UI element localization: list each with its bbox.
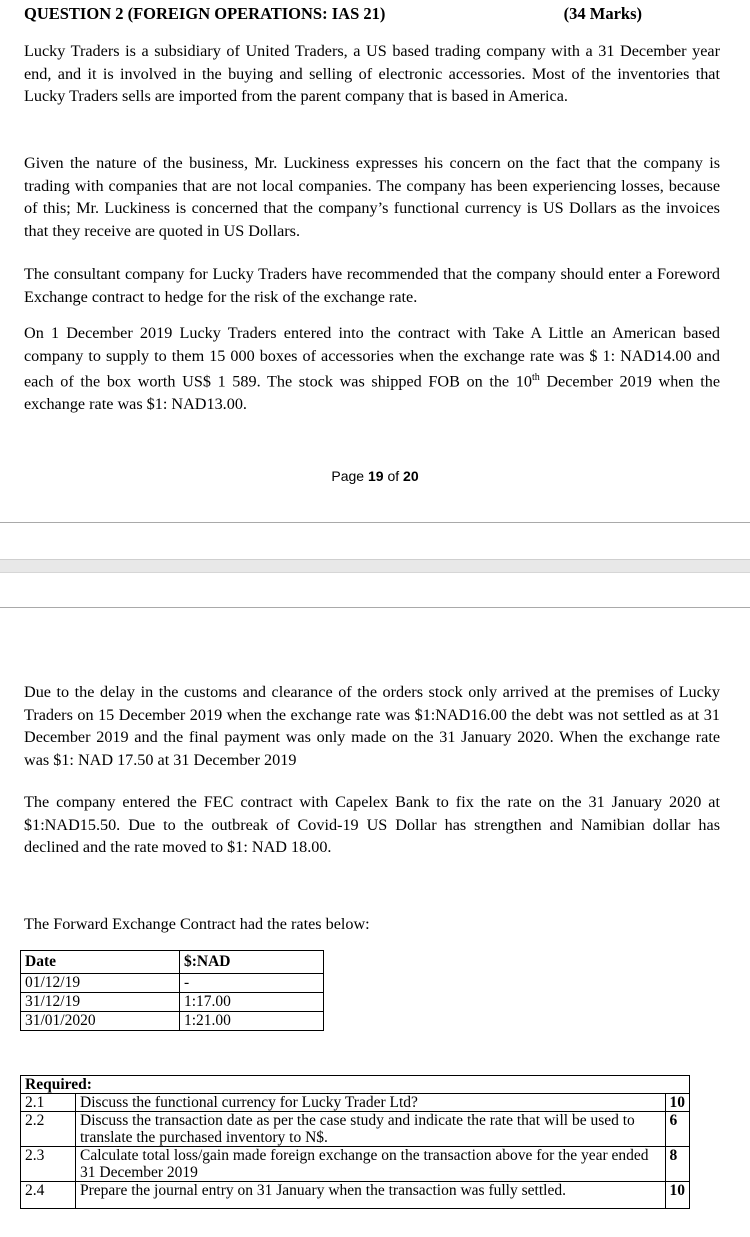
page-of: of	[383, 468, 404, 484]
paragraph-recommendation: The consultant company for Lucky Traders have recommended that the company should enter a Foreword Exchange contract to hedge for the risk of the exchange rate.	[24, 265, 720, 306]
table-row	[21, 1112, 690, 1147]
table-header-row	[21, 951, 324, 974]
contract-text-end: December 2019 when the exchange rate was $1: NAD13.00.	[24, 372, 721, 413]
page-label: Page	[331, 468, 368, 484]
question-marks: 6	[665, 1112, 690, 1147]
question-heading	[24, 4, 726, 26]
required-heading: Required:	[21, 1076, 690, 1094]
paragraph-delay: Due to the delay in the customs and clearance of the orders stock only arrived at the premises of Lucky Traders on 15 December 2019 when the exchange rate was $1:NAD16.00 the debt was not settled as at 31 December 2019 and the final payment was only made on the 31 January 2020. When the exchange rate was $1: NAD 17.50 at 31 December 2019	[24, 683, 720, 769]
question-title: QUESTION 2 (FOREIGN OPERATIONS: IAS 21)	[24, 4, 386, 23]
column-header-date: Date	[21, 951, 180, 974]
question-text: Prepare the journal entry on 31 January when the transaction was fully settled.	[76, 1182, 666, 1209]
table-row	[21, 1094, 690, 1112]
question-marks: 8	[665, 1147, 690, 1182]
paragraph-contract	[24, 322, 720, 415]
page-number	[0, 468, 750, 484]
cell-rate: -	[180, 974, 324, 993]
paragraph-fec-intro: The Forward Exchange Contract had the rates below:	[24, 915, 370, 933]
column-header-rate: $:NAD	[180, 951, 324, 974]
contract-text: On 1 December 2019 Lucky Traders entered into the contract with Take A Little an American based company to supply to them 15 000 boxes of accessories when the exchange rate was $ 1: NAD14.00 and each of the box worth US$ 1 589. The stock was shipped FOB on the 10	[24, 324, 720, 391]
table-row	[21, 1182, 690, 1209]
ordinal-suffix: th	[531, 372, 540, 383]
table-row	[21, 1012, 324, 1031]
page-break	[0, 522, 750, 608]
paragraph-background: Lucky Traders is a subsidiary of United Traders, a US based trading company with a 31 December year end, and it is involved in the buying and selling of electronic accessories. Most of the inventories that Lucky Traders sells are imported from the parent company that is based in America.	[24, 42, 720, 105]
question-number: 2.3	[21, 1147, 76, 1182]
required-table	[20, 1075, 690, 1209]
cell-date: 31/01/2020	[21, 1012, 180, 1031]
question-marks: 10	[665, 1094, 690, 1112]
cell-date: 01/12/19	[21, 974, 180, 993]
required-header-row	[21, 1076, 690, 1094]
table-row	[21, 993, 324, 1012]
page-separator	[0, 559, 750, 573]
question-marks: 10	[665, 1182, 690, 1209]
question-text: Discuss the transaction date as per the case study and indicate the rate that will be used to translate the purchased inventory to N$.	[76, 1112, 666, 1147]
table-row	[21, 1147, 690, 1182]
cell-rate: 1:21.00	[180, 1012, 324, 1031]
page-current: 19	[367, 468, 384, 484]
question-number: 2.1	[21, 1094, 76, 1112]
total-marks: (34 Marks)	[563, 4, 642, 23]
paragraph-concern: Given the nature of the business, Mr. Luckiness expresses his concern on the fact that the company is trading with companies that are not local companies. The company has been experiencing losses, because of this; Mr. Luckiness is concerned that the company’s functional currency is US Dollars as the invoices that they receive are quoted in US Dollars.	[24, 154, 720, 240]
question-number: 2.4	[21, 1182, 76, 1209]
question-number: 2.2	[21, 1112, 76, 1147]
question-text: Discuss the functional currency for Lucky Trader Ltd?	[76, 1094, 666, 1112]
cell-rate: 1:17.00	[180, 993, 324, 1012]
fec-rates-table	[20, 950, 324, 1031]
table-row	[21, 974, 324, 993]
paragraph-fec: The company entered the FEC contract with Capelex Bank to fix the rate on the 31 January 2020 at $1:NAD15.50. Due to the outbreak of Covid-19 US Dollar has strengthen and Namibian dollar has declined and the rate moved to $1: NAD 18.00.	[24, 793, 720, 856]
page-total: 20	[403, 468, 419, 484]
question-text: Calculate total loss/gain made foreign exchange on the transaction above for the year ended 31 December 2019	[76, 1147, 666, 1182]
cell-date: 31/12/19	[21, 993, 180, 1012]
